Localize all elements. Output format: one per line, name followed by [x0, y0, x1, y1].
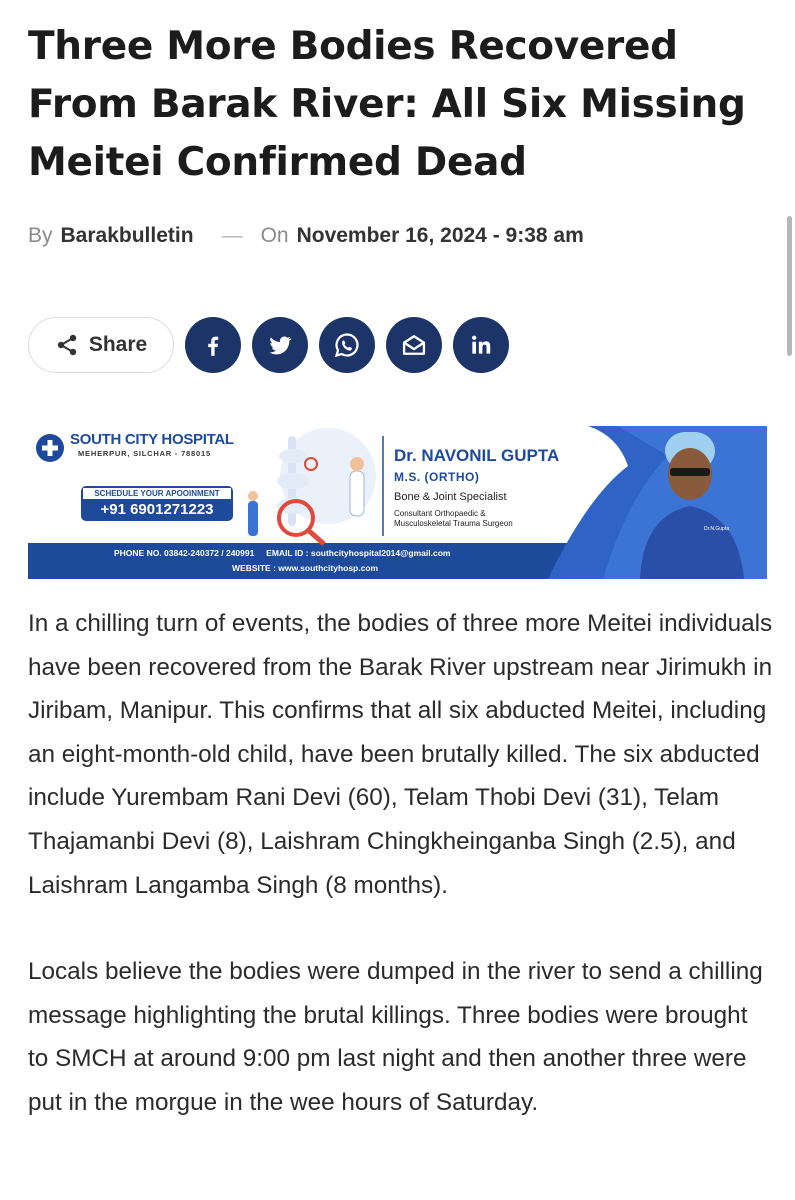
hospital-address: MEHERPUR, SILCHAR - 788015 [78, 449, 211, 458]
on-label: On [260, 224, 289, 247]
facebook-icon [200, 332, 226, 358]
doctor-role-line2: Musculoskeletal Trauma Surgeon [394, 519, 513, 528]
facebook-share-button[interactable] [185, 317, 241, 373]
twitter-icon [267, 332, 293, 358]
article-title: Three More Bodies Recovered From Barak River: All Six Missing Meitei Confirmed Dead [28, 24, 746, 185]
doctor-badge: Dr.N.Gupta [704, 526, 730, 532]
scrollbar-thumb[interactable] [787, 216, 792, 356]
email-icon [400, 331, 428, 359]
whatsapp-share-button[interactable] [319, 317, 375, 373]
twitter-share-button[interactable] [252, 317, 308, 373]
hospital-name: SOUTH CITY HOSPITAL [70, 431, 234, 448]
ad-contact-line: PHONE NO. 03842-240372 / 240991 EMAIL ID : southcityhospital2014@gmail.com [114, 548, 451, 558]
whatsapp-icon [333, 331, 361, 359]
doctor-role-line1: Consultant Orthopaedic & [394, 509, 486, 518]
doctor-name: Dr. NAVONIL GUPTA [394, 446, 560, 465]
article-meta [28, 220, 584, 252]
linkedin-icon [468, 332, 494, 358]
article-body [28, 602, 773, 1168]
linkedin-share-button[interactable] [453, 317, 509, 373]
doctor-specialty: Bone & Joint Specialist [394, 491, 507, 503]
share-label: Share [88, 333, 148, 356]
share-bar [28, 316, 509, 374]
schedule-label: SCHEDULE YOUR APOOINMENT [94, 489, 220, 498]
publish-date: November 16, 2024 - 9:38 am [296, 224, 584, 247]
ad-website-line: WEBSITE : www.southcityhosp.com [232, 563, 379, 573]
article-paragraph: Locals believe the bodies were dumped in the river to send a chilling message highlighting the brutal killings. Three bodies were brought to SMCH at around 9:00 pm last night and then another three were put in the morgue in the wee hours of Saturday. [28, 958, 763, 1116]
email-share-button[interactable] [386, 317, 442, 373]
author-link[interactable]: Barakbulletin [60, 224, 194, 247]
by-label: By [28, 224, 53, 247]
meta-separator: — [221, 224, 243, 247]
article-paragraph: In a chilling turn of events, the bodies of three more Meitei individuals have been recovered from the Barak River upstream near Jirimukh in Jiribam, Manipur. This confirms that all six abducted Meitei, including an eight-month-old child, have been brutally killed. The six abducted include Yurembam Rani Devi (60), Telam Thobi Devi (31), Telam Thajamanbi Devi (8), Laishram Chingkheinganba Singh (2.5), and Laishram Langamba Singh (8 months). [28, 610, 773, 899]
share-icon [55, 333, 79, 357]
schedule-phone[interactable]: +91 6901271223 [100, 501, 214, 518]
doctor-degree: M.S. (ORTHO) [394, 470, 480, 484]
hospital-ad-banner[interactable] [28, 426, 767, 579]
share-button[interactable] [28, 317, 174, 373]
